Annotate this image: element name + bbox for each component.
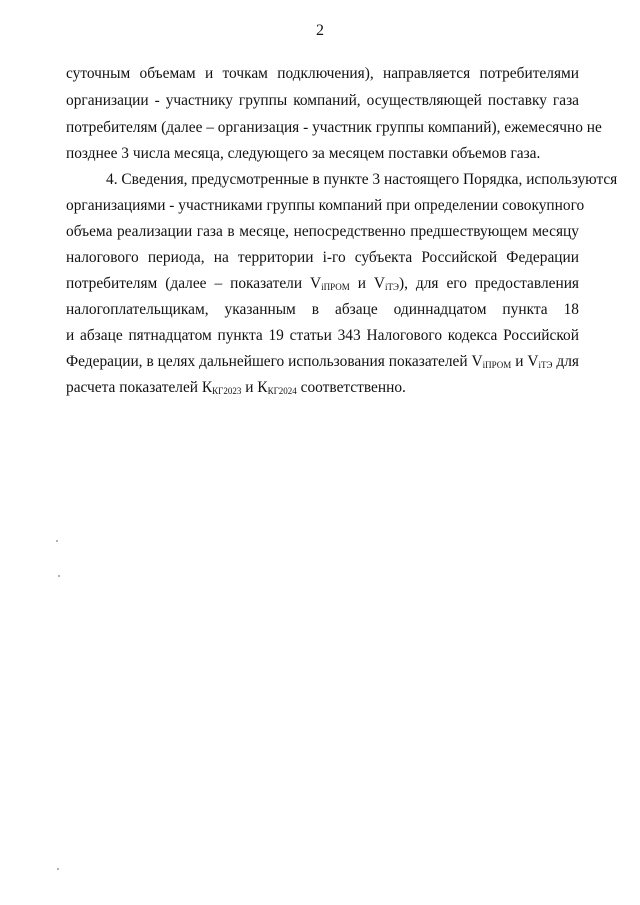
text-fragment: и К — [241, 379, 268, 396]
text-line: налогового периода, на территории i-го субъекта Российской Федерации — [66, 249, 579, 266]
page-number: 2 — [316, 22, 324, 39]
text-fragment: соответственно. — [296, 379, 406, 396]
subscript: iПРОМ — [321, 282, 350, 292]
subscript: iТЭ — [385, 282, 399, 292]
text-line: объема реализации газа в месяце, непосредственно предшествующем месяцу — [66, 223, 579, 240]
scan-speck — [58, 575, 60, 577]
text-fragment: Федерации, в целях дальнейшего использования показателей V — [66, 353, 483, 370]
text-line: организации - участнику группы компаний, осуществляющей поставку газа — [66, 92, 579, 109]
text-line-indicators — [66, 272, 579, 296]
text-line: и абзаце пятнадцатом пункта 19 статьи 343 Налогового кодекса Российской — [66, 327, 579, 344]
text-line: потребителям (далее – организация - участник группы компаний), ежемесячно не — [66, 119, 602, 136]
subscript: iПРОМ — [482, 360, 512, 370]
text-line-coefficients — [66, 376, 579, 400]
text-fragment: ), для его предоставления — [398, 275, 580, 292]
scan-speck — [57, 868, 59, 870]
text-line-indicators — [66, 350, 579, 374]
text-fragment: потребителям (далее – показатели V — [66, 275, 322, 292]
text-fragment: и V — [349, 275, 386, 292]
text-line: организациями - участниками группы компаний при определении совокупного — [66, 197, 585, 214]
text-line: суточным объемам и точкам подключения), направляется потребителями — [66, 65, 579, 82]
text-fragment: и V — [511, 353, 539, 370]
text-line: налогоплательщикам, указанным в абзаце одиннадцатом пункта 18 — [66, 301, 579, 318]
subscript: КГ2023 — [212, 386, 242, 396]
text-fragment: расчета показателей К — [66, 379, 213, 396]
scan-speck — [56, 540, 58, 542]
subscript: iТЭ — [538, 360, 553, 370]
paragraph-4-first-line: 4. Сведения, предусмотренные в пункте 3 настоящего Порядка, используются — [106, 171, 618, 188]
subscript: КГ2024 — [267, 386, 297, 396]
text-line: позднее 3 числа месяца, следующего за месяцем поставки объемов газа. — [66, 145, 541, 162]
text-fragment: для — [552, 353, 579, 370]
